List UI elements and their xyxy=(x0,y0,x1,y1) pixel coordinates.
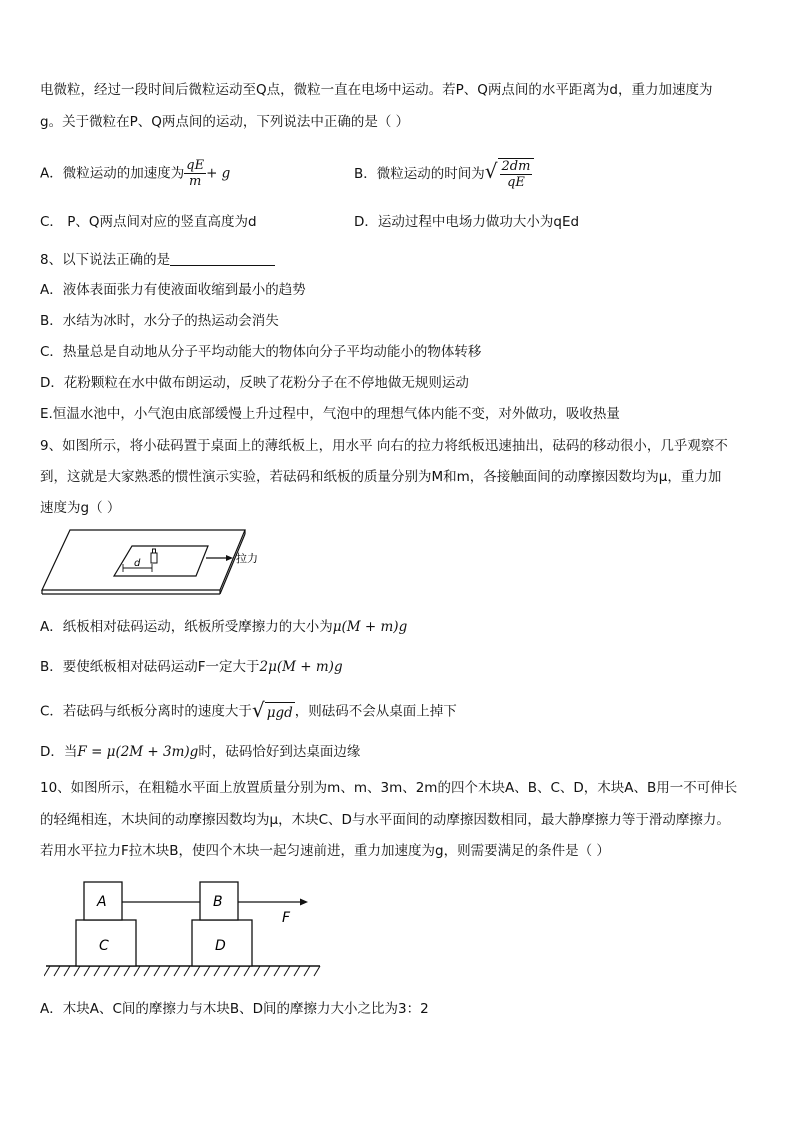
q7-option-b-sqrt: √ $\frac{2dm}{qE}$ xyxy=(485,158,535,190)
q8-option-a: A．液体表面张力有使液面收缩到最小的趋势 xyxy=(40,282,306,298)
q7-option-b-prefix: B．微粒运动的时间为 xyxy=(354,166,485,182)
q7-option-a xyxy=(40,158,758,189)
q10-option-a: A．木块A、C间的摩擦力与木块B、D间的摩擦力大小之比为3：2 xyxy=(40,1001,429,1017)
q8-stem-text: 8、以下说法正确的是 xyxy=(40,252,171,268)
q9-option-b xyxy=(40,657,758,677)
q7-option-a-num: qE xyxy=(186,158,205,173)
q10-stem-line2: 的轻绳相连，木块间的动摩擦因数均为μ，木块C、D与水平面间的动摩擦因数相同，最大静摩擦力等于滑动摩擦力。 xyxy=(40,812,730,828)
q8-option-d: D．花粉颗粒在水中做布朗运动，反映了花粉分子在不停地做无规则运动 xyxy=(40,375,469,391)
q9-label-force: 拉力 xyxy=(236,552,258,565)
q7-option-c-text: C． P、Q两点间对应的竖直高度为d xyxy=(40,214,257,230)
q9-option-d-prefix: D．当 xyxy=(40,744,78,760)
q10-figure xyxy=(44,872,324,978)
q9-cardboard xyxy=(114,546,208,576)
q7-option-a-fraction xyxy=(184,158,206,189)
q9-option-c-prefix: C．若砝码与纸板分离时的速度大于 xyxy=(40,703,252,720)
q7-option-a-prefix: A．微粒运动的加速度为 xyxy=(40,165,185,182)
q10-label-d: D xyxy=(215,938,226,954)
q7-option-b-den: qE xyxy=(507,175,525,190)
q10-stem-line3: 若用水平拉力F拉木块B，使四个木块一起匀速前进，重力加速度为g，则需要满足的条件是（ ） xyxy=(40,843,610,859)
q9-option-c-math: μgd xyxy=(265,702,295,723)
q7-option-d: D．运动过程中电场力做功大小为qEd xyxy=(354,214,580,230)
q10-label-b: B xyxy=(213,894,223,910)
q9-option-c xyxy=(40,700,758,723)
q9-option-d-suffix: 时，砝码恰好到达桌面边缘 xyxy=(198,744,361,760)
q9-option-c-sqrt: √ μgd xyxy=(251,698,293,722)
q8-option-c: C．热量总是自动地从分子平均动能大的物体向分子平均动能小的物体转移 xyxy=(40,344,482,360)
q9-figure xyxy=(40,528,280,596)
q8-answer-blank[interactable] xyxy=(170,251,275,266)
q9-option-c-suffix: ，则砝码不会从桌面上掉下 xyxy=(294,703,457,720)
q10-stem-line1: 10、如图所示，在粗糙水平面上放置质量分别为m、m、3m、2m的四个木块A、B、C、D，木块A、B用一不可伸长 xyxy=(40,780,738,796)
q9-stem-line3: 速度为g（ ） xyxy=(40,500,121,516)
q8-option-e: E.恒温水池中，小气泡由底部缓慢上升过程中，气泡中的理想气体内能不变，对外做功，吸收热量 xyxy=(40,406,620,422)
q10-label-f: F xyxy=(282,910,291,926)
q10-label-c: C xyxy=(99,938,109,954)
q9-option-b-prefix: B．要使纸板相对砝码运动F一定大于 xyxy=(40,659,260,675)
q7-option-c xyxy=(40,212,758,232)
q10-label-a: A xyxy=(97,894,107,910)
q7-option-b xyxy=(354,158,534,190)
q9-option-a-math: μ(M + m)g xyxy=(332,619,408,635)
q9-option-d-math: F = μ(2M + 3m)g xyxy=(77,744,199,760)
q9-label-d: d xyxy=(134,558,141,569)
q9-option-a-prefix: A．纸板相对砝码运动，纸板所受摩擦力的大小为 xyxy=(40,619,333,635)
q9-option-b-math: 2μ(M + m)g xyxy=(259,659,343,675)
q8-option-b: B．水结为冰时，水分子的热运动会消失 xyxy=(40,313,279,329)
q7-stem-line1: 电微粒，经过一段时间后微粒运动至Q点，微粒一直在电场中运动。若P、Q两点间的水平距离为d，重力加速度为 xyxy=(40,82,713,98)
q7-option-a-suffix: + g xyxy=(206,165,231,182)
q9-stem-line1: 9、如图所示，将小砝码置于桌面上的薄纸板上，用水平 向右的拉力将纸板迅速抽出，砝码的移动很小，几乎观察不 xyxy=(40,438,728,454)
q9-stem-line2: 到，这就是大家熟悉的惯性演示实验，若砝码和纸板的质量分别为M和m，各接触面间的动摩擦因数均为μ，重力加 xyxy=(40,469,722,485)
q7-stem-line2: g。关于微粒在P、Q两点间的运动，下列说法中正确的是（ ） xyxy=(40,114,410,130)
q7-option-a-den: m xyxy=(188,174,202,189)
q8-stem xyxy=(40,250,758,270)
q9-option-a xyxy=(40,617,758,637)
q9-option-d xyxy=(40,742,758,762)
q7-option-b-num: 2dm xyxy=(501,159,531,174)
